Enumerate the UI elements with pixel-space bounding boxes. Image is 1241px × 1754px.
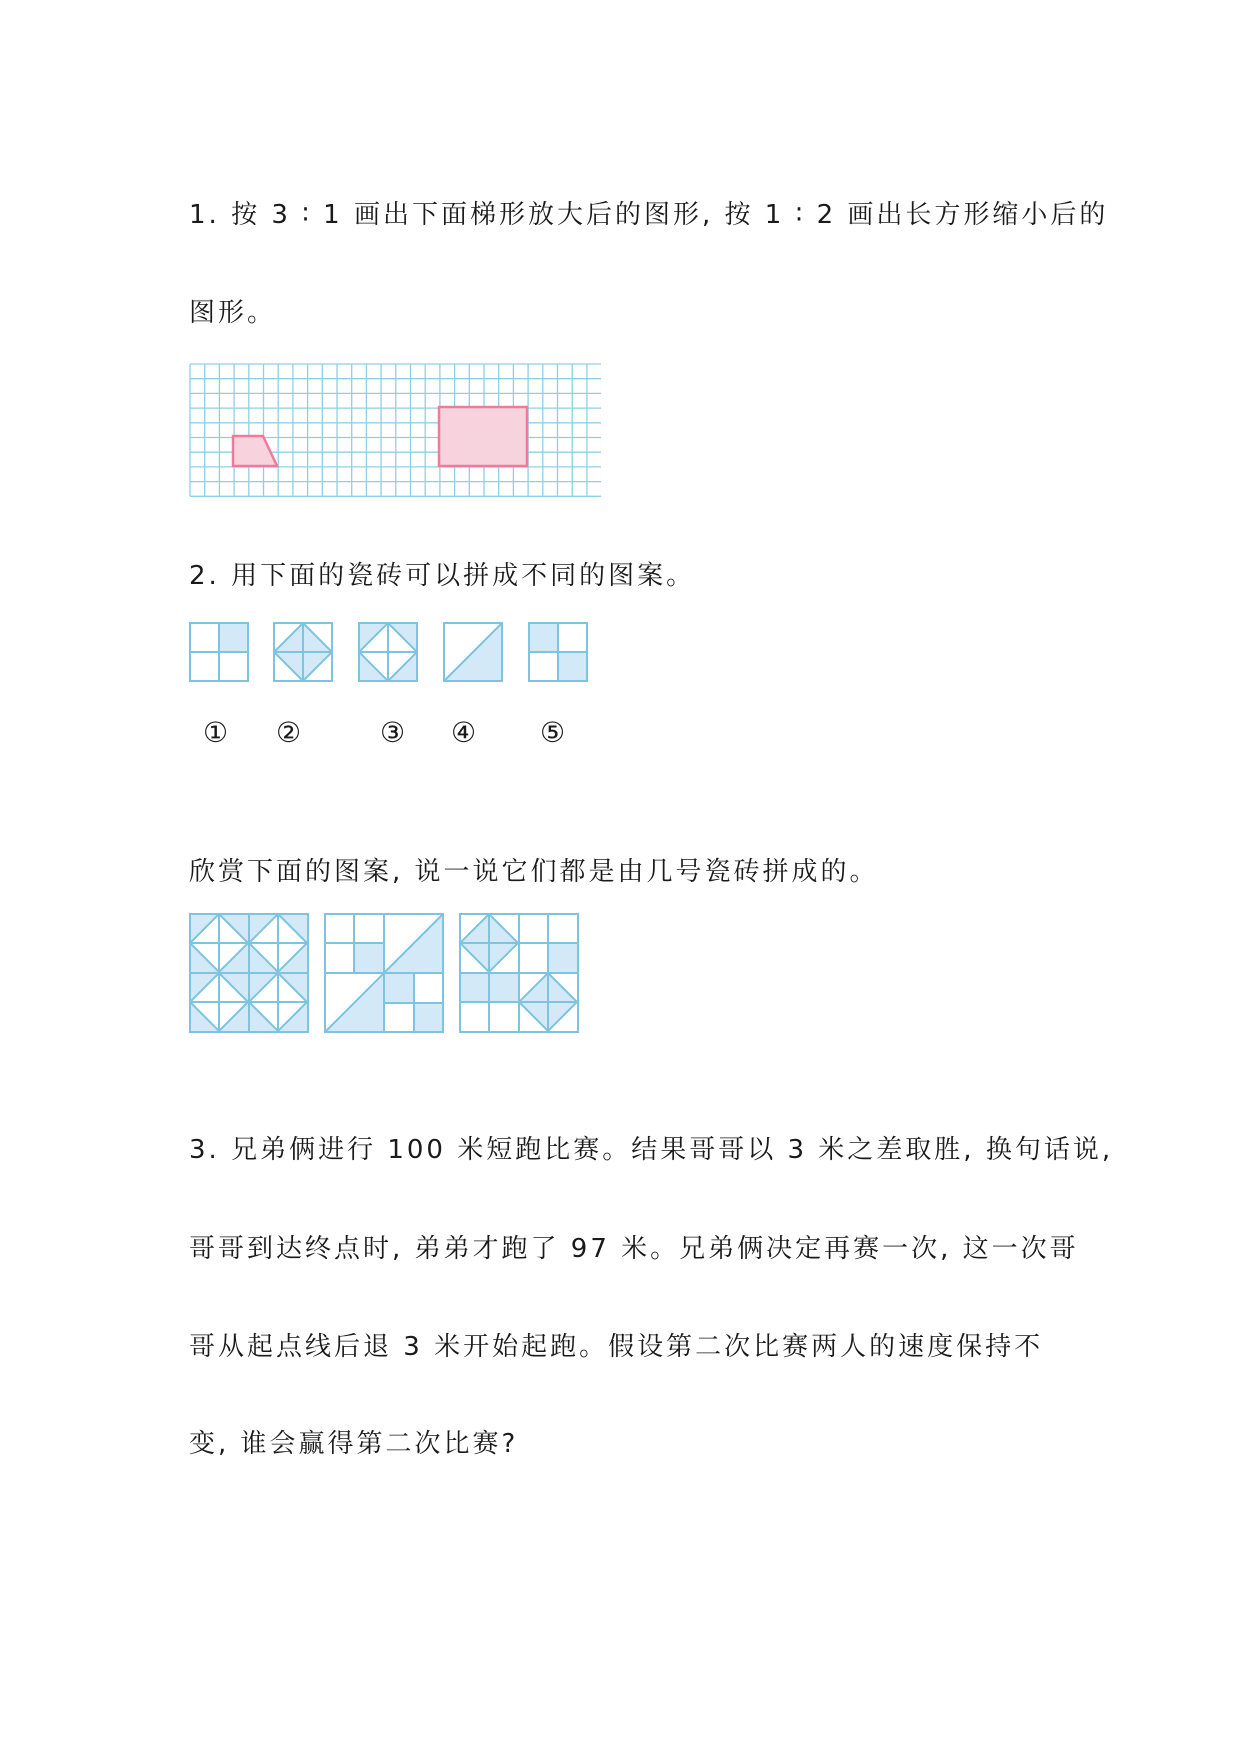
- tile-label-3: ③: [380, 716, 406, 749]
- pattern-1: [189, 913, 309, 1033]
- q3-text-line-2: 哥哥到达终点时, 弟弟才跑了 97 米。兄弟俩决定再赛一次, 这一次哥: [189, 1234, 1079, 1264]
- q3-text-line-1: 3. 兄弟俩进行 100 米短跑比赛。结果哥哥以 3 米之差取胜, 换句话说,: [189, 1135, 1114, 1165]
- q3-text-line-4: 变, 谁会赢得第二次比赛?: [189, 1429, 519, 1459]
- pattern-3: [459, 913, 579, 1033]
- tile-label-5: ⑤: [540, 716, 566, 749]
- q3-text-line-3: 哥从起点线后退 3 米开始起跑。假设第二次比赛两人的速度保持不: [189, 1332, 1044, 1362]
- tile-4: [443, 622, 503, 682]
- tile-5: [528, 622, 588, 682]
- rectangle-shape: [439, 407, 527, 466]
- q1-text-line-1: 1. 按 3 ∶ 1 画出下面梯形放大后的图形, 按 1 ∶ 2 画出长方形缩小后的: [189, 200, 1109, 230]
- tile-3: [358, 622, 418, 682]
- q2-prompt-text: 欣赏下面的图案, 说一说它们都是由几号瓷砖拼成的。: [189, 857, 879, 887]
- grid-figure: [189, 363, 601, 497]
- q2-intro-text: 2. 用下面的瓷砖可以拼成不同的图案。: [189, 561, 696, 591]
- tile-1: [189, 622, 249, 682]
- pattern-2: [324, 913, 444, 1033]
- tile-label-4: ④: [451, 716, 477, 749]
- tile-2: [273, 622, 333, 682]
- tile-label-2: ②: [276, 716, 302, 749]
- trapezoid-shape: [233, 436, 277, 466]
- grid-lines: [190, 364, 601, 496]
- q1-text-line-2: 图形。: [189, 298, 277, 328]
- tile-label-1: ①: [203, 716, 229, 749]
